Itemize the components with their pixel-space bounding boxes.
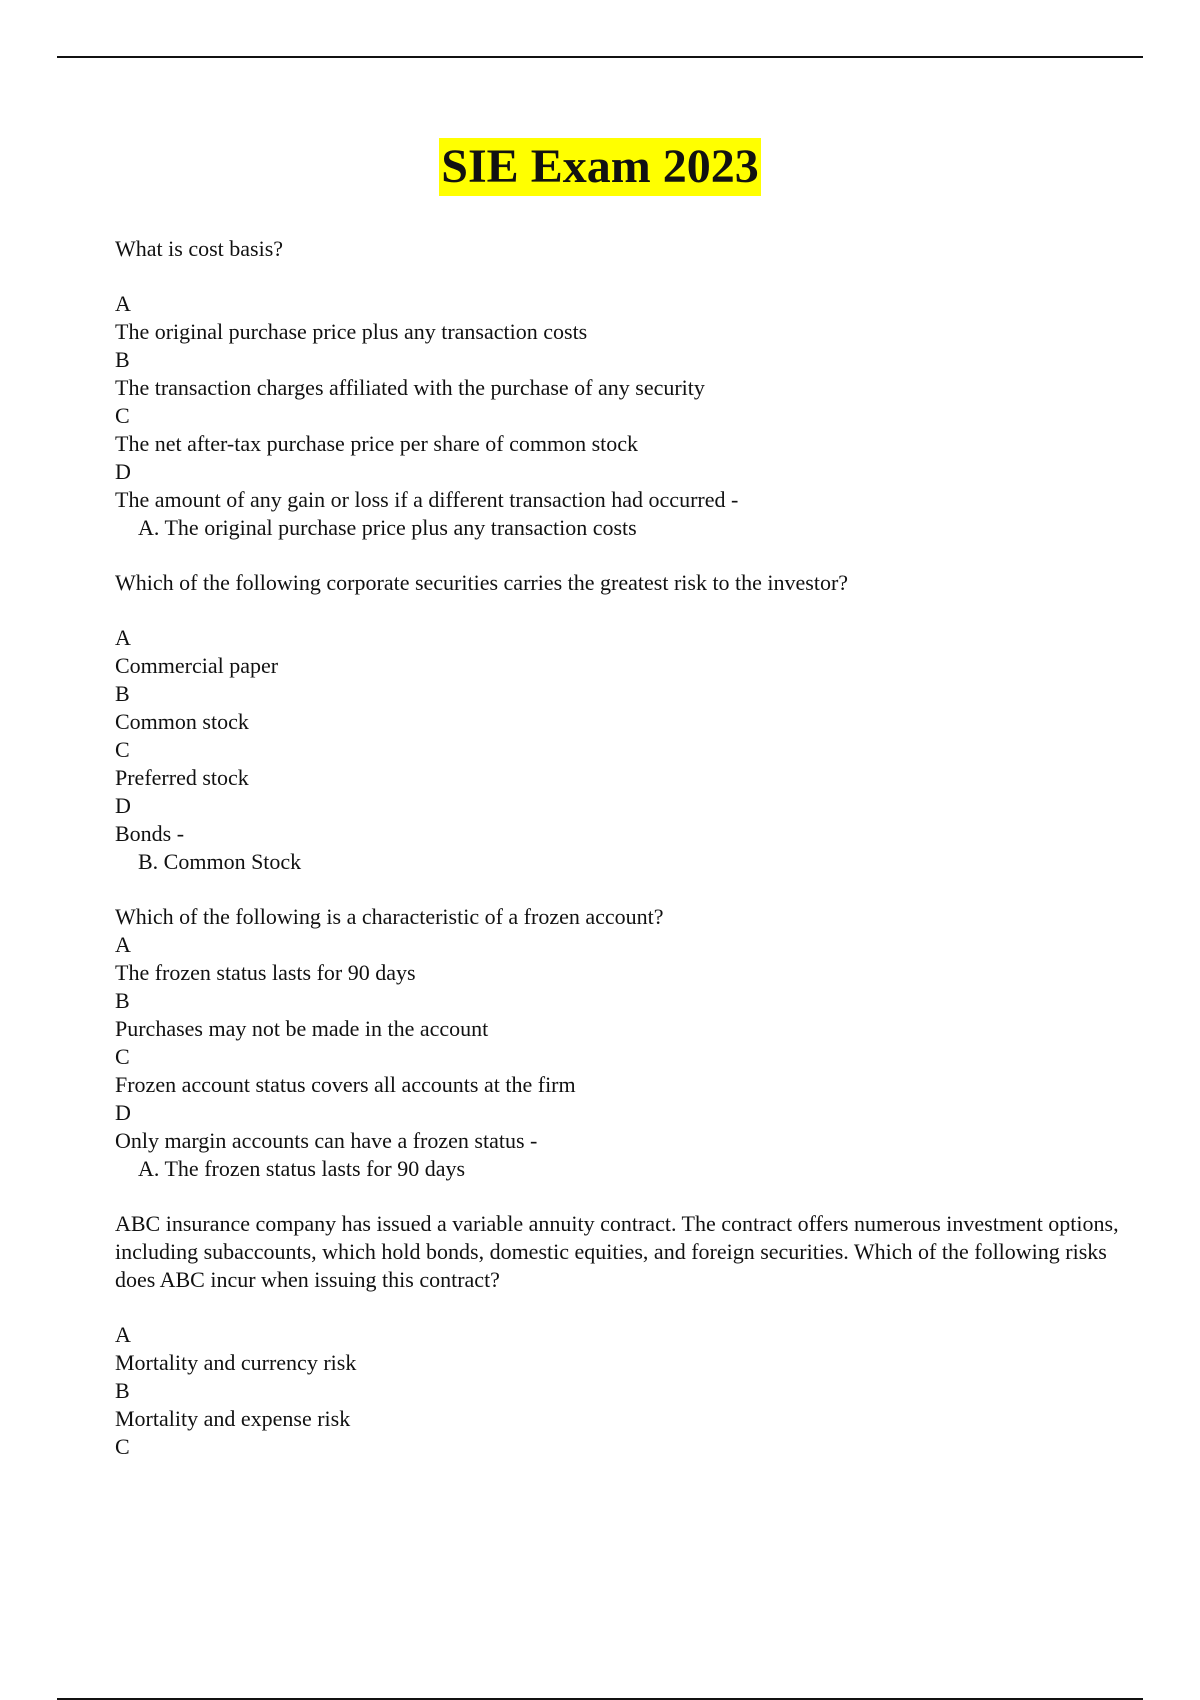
option-letter: A (115, 625, 131, 650)
question-text: Which of the following corporate securities carries the greatest risk to the investor? (115, 570, 849, 595)
option-letter: C (115, 1044, 130, 1069)
option-letter: D (115, 793, 131, 818)
answer-text: A. The frozen status lasts for 90 days (138, 1156, 466, 1181)
option-text: The original purchase price plus any transaction costs (115, 319, 588, 344)
option-text: Commercial paper (115, 653, 279, 678)
option-letter: B (115, 988, 130, 1013)
answer-text: B. Common Stock (138, 849, 302, 874)
option-letter: A (115, 932, 131, 957)
option-text: Purchases may not be made in the account (115, 1016, 489, 1041)
title-container (0, 138, 1200, 196)
option-letter: A (115, 291, 131, 316)
option-letter: D (115, 1100, 131, 1125)
option-text: Common stock (115, 709, 249, 734)
option-letter: B (115, 1378, 130, 1403)
option-text: The net after-tax purchase price per share of common stock (115, 431, 639, 456)
option-text: The transaction charges affiliated with the purchase of any security (115, 375, 705, 400)
option-text: Mortality and currency risk (115, 1350, 357, 1375)
option-letter: C (115, 737, 130, 762)
question-block (115, 569, 1125, 876)
option-letter: C (115, 1434, 130, 1459)
option-letter: A (115, 1322, 131, 1347)
option-text: Frozen account status covers all accounts at the firm (115, 1072, 576, 1097)
option-letter: B (115, 347, 130, 372)
document-body (115, 235, 1125, 1461)
option-text: Bonds - (115, 821, 185, 846)
option-letter: C (115, 403, 130, 428)
option-text: The frozen status lasts for 90 days (115, 960, 416, 985)
option-text: Mortality and expense risk (115, 1406, 351, 1431)
question-text: ABC insurance company has issued a variable annuity contract. The contract offers numerous investment options, including subaccounts, which hold bonds, domestic equities, and foreign securities. Which of the following risks does ABC incur when issuing this contract? (115, 1211, 1119, 1292)
option-text: Only margin accounts can have a frozen status - (115, 1128, 538, 1153)
option-text: The amount of any gain or loss if a different transaction had occurred - (115, 487, 739, 512)
question-block (115, 235, 1125, 542)
top-rule (57, 56, 1143, 58)
answer-text: A. The original purchase price plus any transaction costs (138, 515, 637, 540)
option-text: Preferred stock (115, 765, 249, 790)
question-block (115, 903, 1125, 1183)
option-letter: D (115, 459, 131, 484)
page-title: SIE Exam 2023 (439, 138, 760, 196)
option-letter: B (115, 681, 130, 706)
question-block (115, 1210, 1125, 1461)
question-text: What is cost basis? (115, 236, 284, 261)
question-text: Which of the following is a characteristic of a frozen account? (115, 904, 664, 929)
